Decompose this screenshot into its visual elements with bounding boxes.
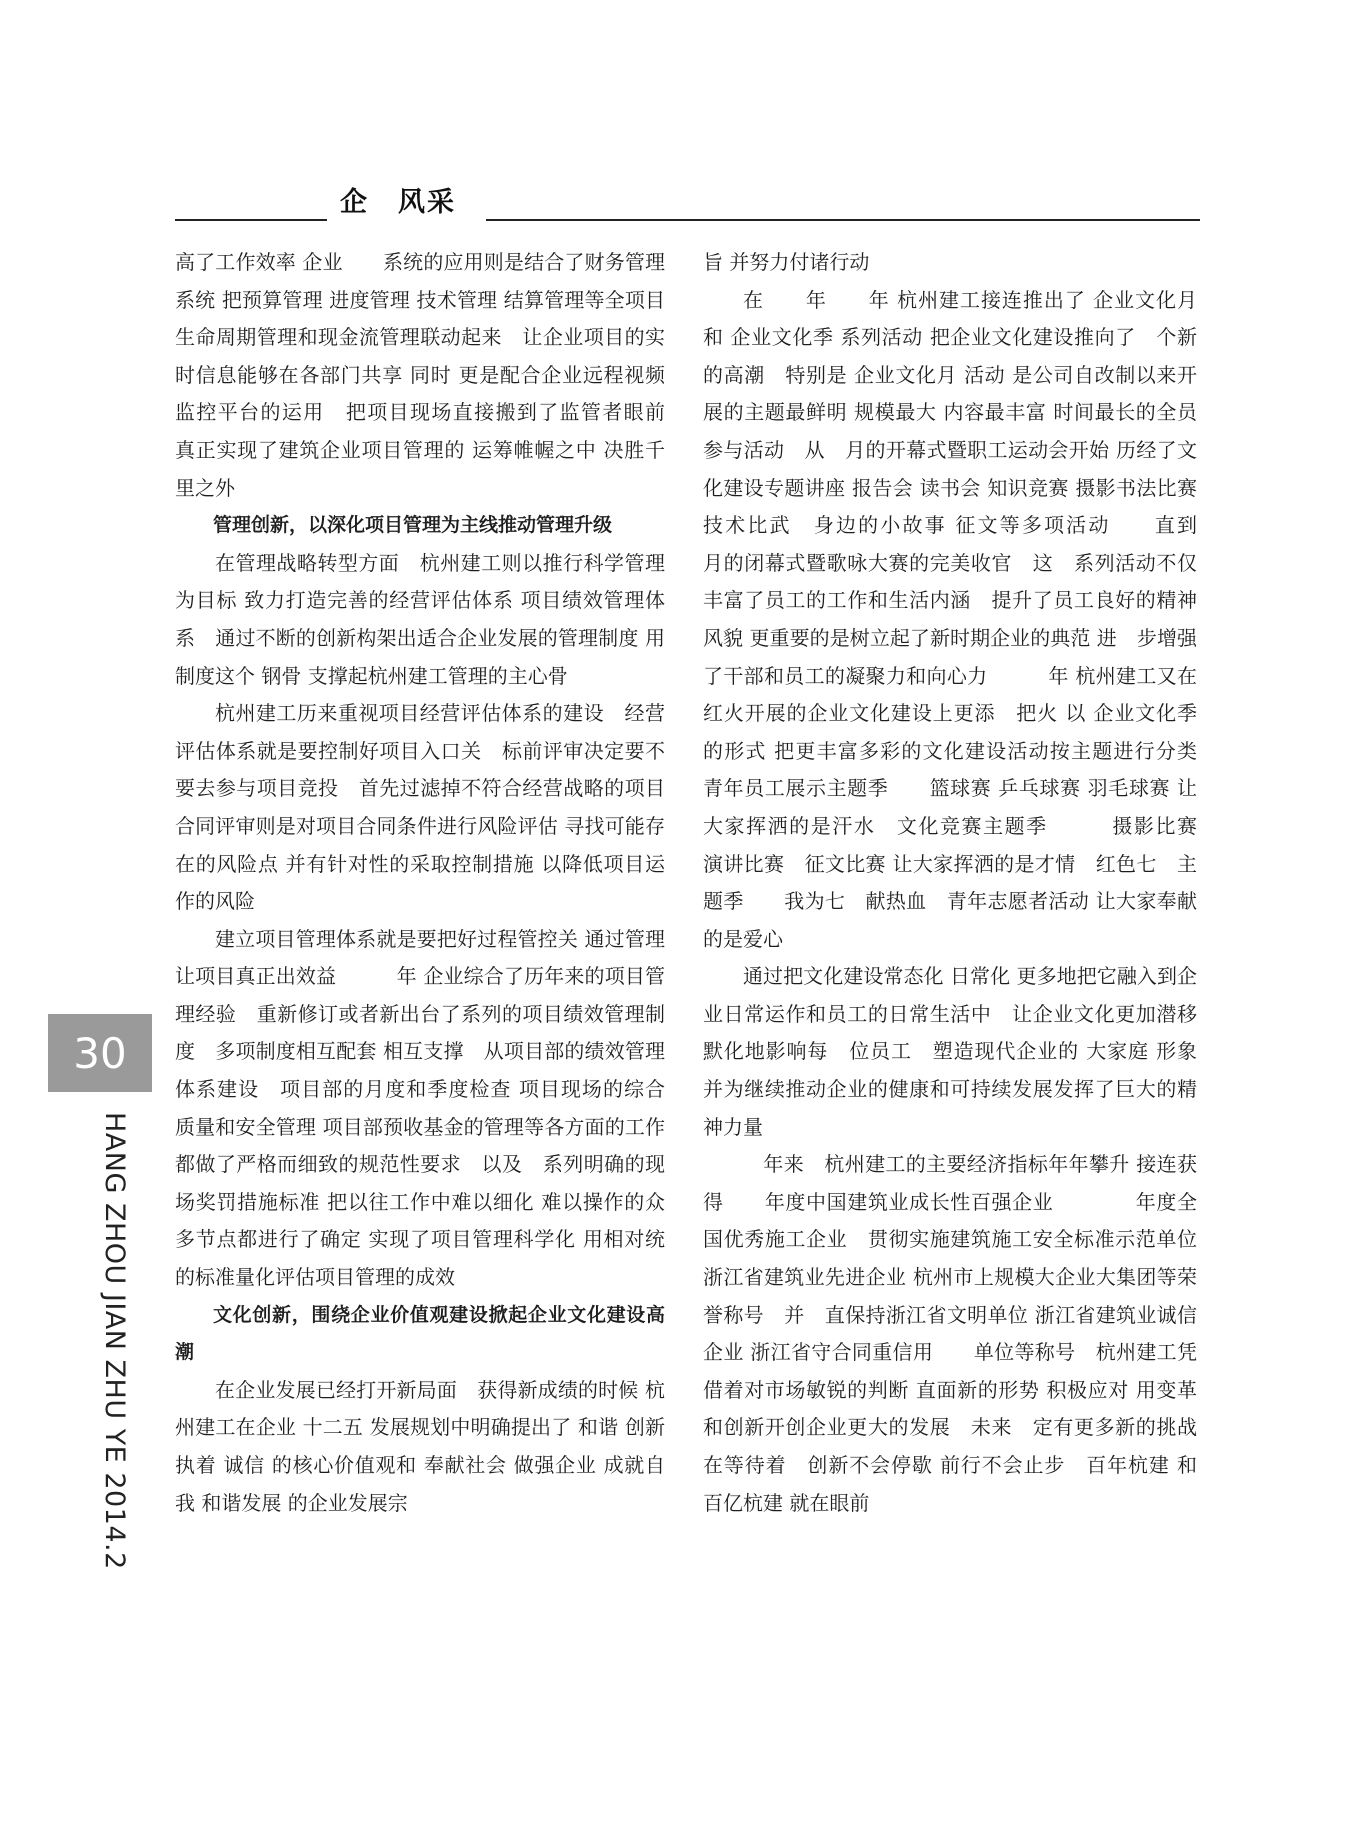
paragraph: 高了工作效率 企业 系统的应用则是结合了财务管理系统 把预算管理 进度管理 技术管理 结算管理等全项目生命周期管理和现金流管理联动起来 让企业项目的实时信息能够在各部门共享 同时 更是配合企业远程视频监控平台的运用 把项目现场直接搬到了监管者眼前 真正实现了建筑企业项目管理的 运筹帷幄之中 决胜千里之外 [175,250,685,500]
magazine-issue-label: HANG ZHOU JIAN ZHU YE 2014.2 [99,1112,130,1570]
paragraph: 杭州建工历来重视项目经营评估体系的建设 经营评估体系就是要控制好项目入口关 标前评审决定要不要去参与项目竞投 首先过滤掉不符合经营战略的项目 合同评审则是对项目合同条件进行风险评估 寻找可能存在的风险点 并有针对性的采取控制措施 以降低项目运作的风险 [175,701,685,914]
paragraph: 通过把文化建设常态化 日常化 更多地把它融入到企业日常运作和员工的日常生活中 让企业文化更加潜移默化地影响每 位员工 塑造现代企业的 大家庭 形象 并为继续推动企业的健康和可持续发展发挥了巨大的精神力量 [703,964,1197,1139]
header-rule-left [175,219,327,221]
subheading-culture-innovation: 文化创新，围绕企业价值观建设掀起企业文化建设高潮 [175,1303,665,1364]
paragraph: 建立项目管理体系就是要把好过程管控关 通过管理让项目真正出效益 年 企业综合了历年来的项目管理经验 重新修订或者新出台了系列的项目绩效管理制度 多项制度相互配套 相互支撑 从项目部的绩效管理体系建设 项目部的月度和季度检查 项目现场的综合 质量和安全管理 项目部预收基金的管理等各方面的工作都做了严格而细致的规范性要求 以及 系列明确的现场奖罚措施标准 把以往工作中难以细化 难以操作的众多节点都进行了确定 实现了项目管理科学化 用相对统 的标准量化评估项目管理的成效 [175,926,685,1290]
page-number: 30 [48,1014,152,1092]
subheading-management-innovation: 管理创新，以深化项目管理为主线推动管理升级 [213,514,613,537]
header-rule-right [486,219,1200,221]
paragraph: 在企业发展已经打开新局面 获得新成绩的时候 杭州建工在企业 十二五 发展规划中明确提出了 和谐 创新 执着 诚信 的核心价值观和 奉献社会 做强企业 成就自我 和谐发展 的企业发展宗 [175,1377,665,1515]
section-title: 企 风采 [340,187,456,218]
paragraph: 在管理战略转型方面 杭州建工则以推行科学管理为目标 致力打造完善的经营评估体系 项目绩效管理体系 通过不断的创新构架出适合企业发展的管理制度 用制度这个 钢骨 支撑起杭州建工管理的主心骨 [175,550,665,688]
right-column [703,244,1237,1522]
left-column [175,244,685,1522]
paragraph: 年来 杭州建工的主要经济指标年年攀升 接连获得 年度中国建筑业成长性百强企业 年度全国优秀施工企业 贯彻实施建筑施工安全标准示范单位 浙江省建筑业先进企业 杭州市上规模大企业大集团等荣誉称号 并 直保持浙江省文明单位 浙江省建筑业诚信企业 浙江省守合同重信用 单位等称号 杭州建工凭借着对市场敏锐的判断 直面新的形势 积极应对 用变革和创新开创企业更大的发展 未来 定有更多新的挑战在等待着 创新不会停歇 前行不会止步 百年杭建 和 百亿杭建 就在眼前 [703,1152,1197,1515]
paragraph: 旨 并努力付诸行动 [703,250,870,274]
paragraph: 在 年 年 杭州建工接连推出了 企业文化月 和 企业文化季 系列活动 把企业文化建设推向了 个新的高潮 特别是 企业文化月 活动 是公司自改制以来开展的主题最鲜明 规模最大 内容最丰富 时间最长的全员参与活动 从 月的开幕式暨职工运动会开始 历经了文化建设专题讲座 报告会 读书会 知识竞赛 摄影书法比赛 技术比武 身边的小故事 征文等多项活动 直到 月的闭幕式暨歌咏大赛的完美收官 这 系列活动不仅丰富了员工的工作和生活内涵 提升了员工良好的精神风貌 更重要的是树立起了新时期企业的典范 进 步增强了干部和员工的凝聚力和向心力 年 杭州建工又在红火开展的企业文化建设上更添 把火 以 企业文化季 的形式 把更丰富多彩的文化建设活动按主题进行分类 青年员工展示主题季 篮球赛 乒乓球赛 羽毛球赛 让大家挥洒的是汗水 文化竞赛主题季 摄影比赛 演讲比赛 征文比赛 让大家挥洒的是才情 红色七 主题季 我为七 献热血 青年志愿者活动 让大家奉献的是爱心 [703,287,1237,951]
